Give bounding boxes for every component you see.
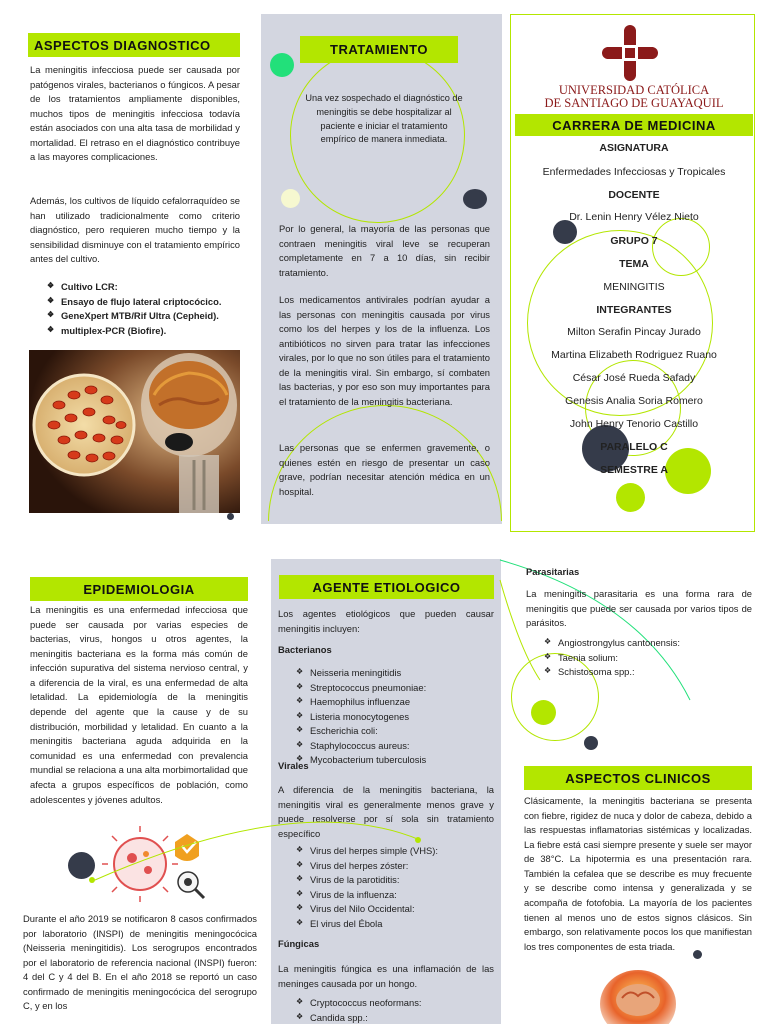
members-label: INTEGRANTES [596,304,672,316]
list-item: ❖ GeneXpert MTB/Rif Ultra (Cepheid). [47,309,247,324]
headache-illustration [592,962,684,1024]
epidemiologia-header: EPIDEMIOLOGIA [30,577,248,601]
decor-dot [270,53,294,77]
decor-dot [584,736,598,750]
diagnostico-paragraph-2: Además, los cultivos de líquido cefalorraquídeo se han utilizado tradicionalmente como criterio diagnóstico, pero requieren mucho tiempo y la sensibilidad disminuye con el tratamiento empírico antes del cultivo. [30,195,240,265]
diagnostico-header: ASPECTOS DIAGNOSTICO [28,33,240,57]
list-item: ❖ Mycobacterium tuberculosis [296,753,496,768]
list-item: ❖ Staphylococcus aureus: [296,739,496,754]
subject-label: ASIGNATURA [599,142,669,154]
meningitis-illustration [29,350,240,513]
fungal-label: Fúngicas [278,938,320,949]
list-item: ❖ El virus del Ébola [296,917,496,932]
epidemiologia-paragraph-2: Durante el año 2019 se notificaron 8 casos confirmados por laboratorio (INSPI) de meningitis meningocócica (Neisseria meningitidis). Los serogrupos encontrados por el laboratorio de referencia nacional (INSPI) fueron: 4 del C y 4 del B. En el año 2018 se reportó un caso confirmado de meningitis meningocócica del serogrupo C, y en los [23,913,257,1012]
list-item: ❖ Candida spp.: [296,1011,496,1025]
university-logo [602,25,658,81]
career-header: CARRERA DE MEDICINA [515,114,753,136]
list-item: ❖ Haemophilus influenzae [296,695,496,710]
list-item: ❖ Virus de la parotiditis: [296,873,496,888]
clinicos-header: ASPECTOS CLINICOS [524,766,752,790]
member: John Henry Tenorio Castillo [569,418,699,430]
list-item: ❖ Virus de la influenza: [296,888,496,903]
list-item: ❖ Schistosoma spp.: [544,665,754,680]
agente-intro: Los agentes etiológicos que pueden causar meningitis incluyen: [278,608,494,634]
parallel: PARALELO C [600,441,668,453]
epidemiologia-paragraph-1: La meningitis es una enfermedad infecciosa que puede ser causada por varias especies de bacterias, virus, hongos u otros agentes, la meningitis bacteriana es la forma más común de infección supurativa del sistema nervioso central, y a diferencia de la viral, es una enfermedad de alta letalidad. La epidemiología de la meningitis depende del agente que la cause y de su distribución, morbilidad y letalidad. En cuanto a la meningitis bacteriana aguda adquirida en la comunidad es una enfermedad con prevalencia mundial se relaciona a una alta morbimortalidad que afecta a grupos específicos de población, como adolescentes y jóvenes adultos. [30,604,248,805]
list-item: ❖ Cryptococcus neoformans: [296,996,496,1011]
fungal-text: La meningitis fúngica es una inflamación de las meninges causada por un hongo. [278,963,494,989]
subject: Enfermedades Infecciosas y Tropicales [542,166,726,178]
university-name-line-1: UNIVERSIDAD CATÓLICA [558,83,710,97]
decor-dot [227,513,234,520]
tratamiento-paragraph-3: Las personas que se enfermen gravemente, o quienes estén en riesgo de presentar un caso grave, podrían necesitar atención médica en un hospital. [279,442,490,497]
agente-header: AGENTE ETIOLOGICO [279,575,494,599]
topic-label: TEMA [619,258,649,270]
decor-dot [531,700,556,725]
diagnostico-list [47,280,247,338]
list-item: ❖ Escherichia coli: [296,724,496,739]
member: Milton Serafin Pincay Jurado [567,326,701,338]
parasite-list [544,636,754,680]
clinicos-text: Clásicamente, la meningitis bacteriana se presenta con fiebre, rigidez de nuca y dolor de cabeza, debido a las respuestas inflamatorias sistémicas y localizadas. La fiebre está casi siempre presente y suele ser mayor de 38°C. La hipotermia es una presentación rara. También la cefalea que se describe es muy frecuente y se describe como intensa y generalizada y se acompaña de fotofobia. La mayoría de los pacientes tienen al menos uno de estos signos clásicos. Sin embargo, son relativamente pocos los que manifiestan los tres componentes de esta triada. [524,795,752,952]
viral-text: A diferencia de la meningitis bacteriana, la meningitis viral es generalmente menos grave y puede resolverse por sí sola sin tratamiento específico [278,784,494,839]
list-item: ❖ multiplex-PCR (Biofire). [47,324,247,339]
list-item: ❖ Virus del herpes zóster: [296,859,496,874]
semester: SEMESTRE A [600,464,668,476]
decor-dot [616,483,645,512]
bacterial-label: Bacterianos [278,644,332,655]
list-item: ❖ Listeria monocytogenes [296,710,496,725]
tratamiento-paragraph-1: Por lo general, la mayoría de las personas que contraen meningitis viral leve se recuperan completamente en 7 a 10 días, sin recibir tratamiento. [279,223,490,278]
university-name [515,84,753,110]
member: Genesis Analia Soria Romero [565,395,703,407]
decor-dot [463,189,487,209]
diagnostico-paragraph-1: La meningitis infecciosa puede ser causada por patógenos virales, bacterianos o fúngicos. A pesar de los tratamientos ampliamente disponibles, muchos tipos de meningitis infecciosa todavía están asociados con una alta tasa de morbilidad y mortalidad. El retraso en el diagnóstico contribuye a las mayores complicaciones. [30,64,240,163]
member: César José Rueda Safady [572,372,696,384]
parasitic-text: La meningitis parasitaria es una forma rara de meningitis que puede ser causada por varios tipos de parásitos. [526,588,752,629]
list-item: ❖ Virus del Nilo Occidental: [296,902,496,917]
viral-label: Virales [278,760,309,771]
list-item: ❖ Angiostrongylus cantonensis: [544,636,754,651]
teacher: Dr. Lenin Henry Vélez Nieto [569,211,699,223]
university-name-line-2: DE SANTIAGO DE GUAYAQUIL [544,96,724,111]
tratamiento-paragraph-2: Los medicamentos antivirales podrían ayudar a las personas con meningitis causada por virus como los del herpes y los de la influenza. Los antibióticos no sirven para tratar las infecciones virales, por lo que no son útiles para el tratamiento de la meningitis viral. Sin embargo, sí combaten las bacterias, y por eso son muy importantes para el tratamiento de la meningitis bacteriana. [279,294,490,408]
member: Martina Elizabeth Rodriguez Ruano [551,349,717,361]
decor-dot [281,189,300,208]
list-item: ❖ Ensayo de flujo lateral criptocócico. [47,295,247,310]
list-item: ❖ Neisseria meningitidis [296,666,496,681]
list-item: ❖ Streptococcus pneumoniae: [296,681,496,696]
group: GRUPO 7 [610,235,658,247]
tratamiento-intro: Una vez sospechado el diagnóstico de meningitis se debe hospitalizar al paciente e iniciar el tratamiento empírico de manera inmediata. [305,93,463,145]
list-item: ❖ Taenia solium: [544,651,754,666]
topic: MENINGITIS [603,281,665,293]
parasitic-label: Parasitarias [526,566,580,577]
list-item: ❖ Cultivo LCR: [47,280,247,295]
teacher-label: DOCENTE [608,189,660,201]
tratamiento-header: TRATAMIENTO [300,36,458,63]
list-item: ❖ Virus del herpes simple (VHS): [296,844,496,859]
